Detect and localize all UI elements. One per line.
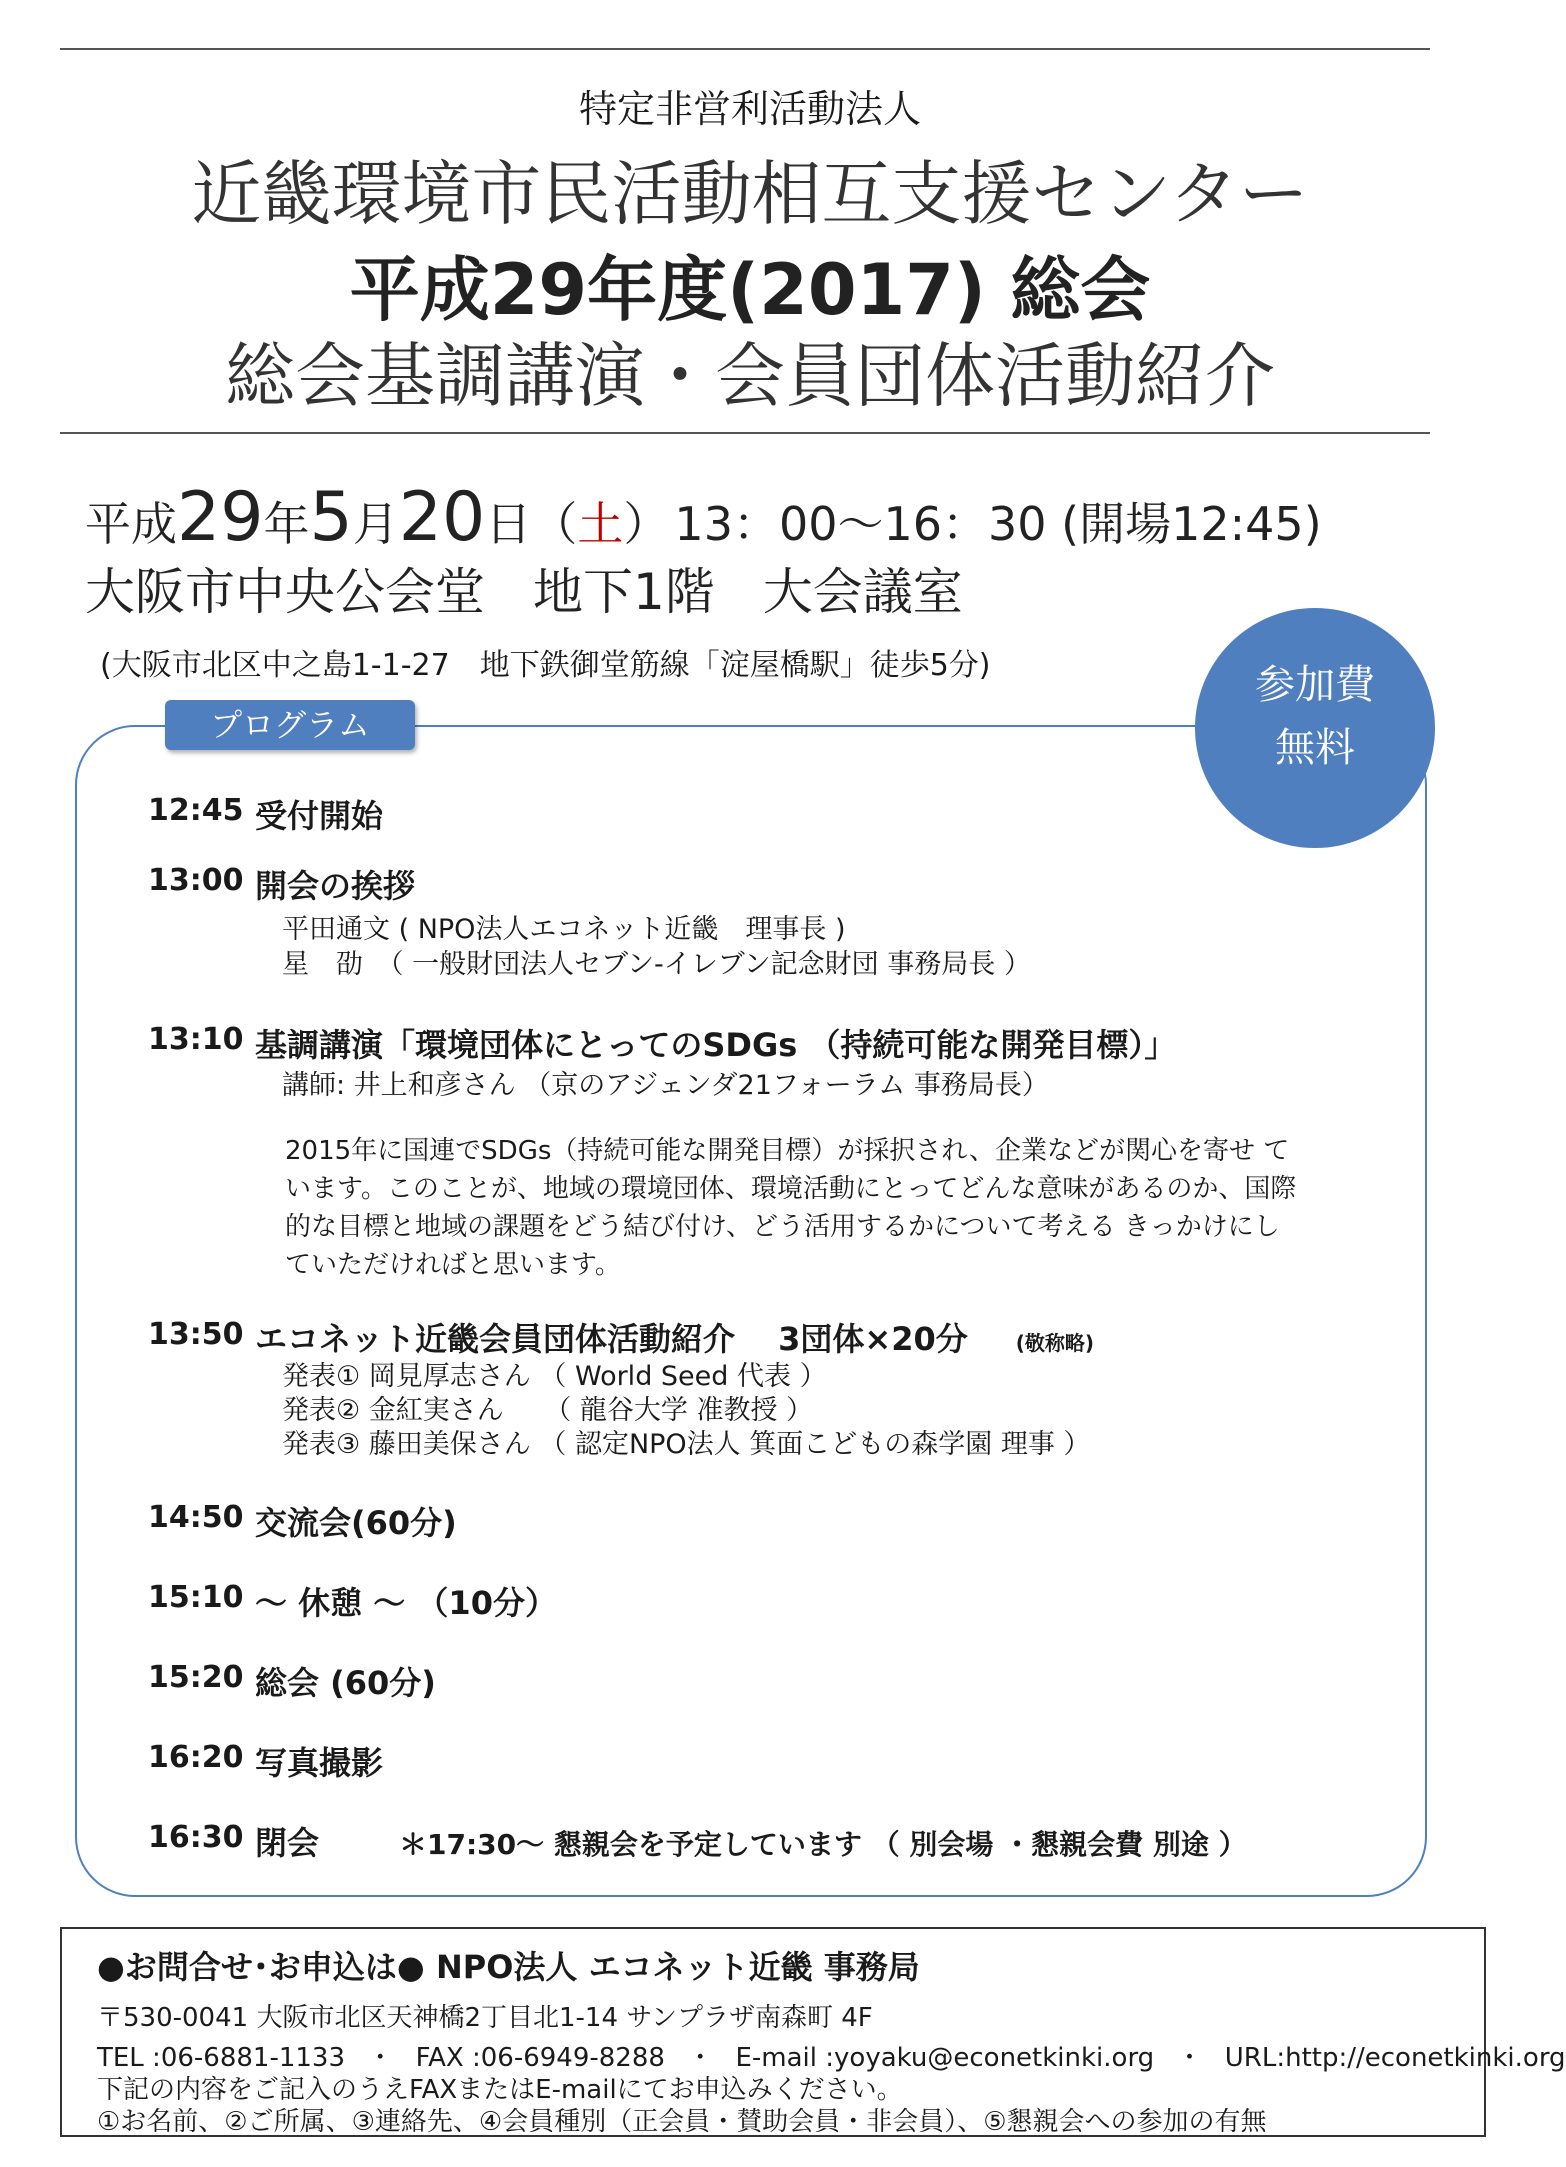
paragraph-line: ていただければと思います。 <box>285 1250 621 1280</box>
event-year: 平成29年度(2017) 総会 <box>349 249 1151 331</box>
program-time: 13:50 <box>148 1317 244 1352</box>
fee-label: 参加費 <box>1255 662 1375 708</box>
keynote-description <box>285 1132 1365 1284</box>
program-time: 13:00 <box>148 863 244 898</box>
fee-badge <box>1195 608 1435 848</box>
separator: ・ <box>687 2043 714 2073</box>
program-title: 開会の挨拶 <box>255 867 416 905</box>
contact-fax: FAX :06-6949-8288 <box>415 2043 665 2073</box>
program-detail: 発表② 金紅実さん （ 龍谷大学 准教授 ） <box>282 1395 814 1426</box>
program-title: 総会 (60分) <box>255 1664 436 1702</box>
reception-note: ＊17:30～ 懇親会を予定しています （ 別会場 ・懇親会費 別途 ） <box>399 1828 1247 1861</box>
program-detail: 星 劭 （ 一般財団法人セブン-イレブン記念財団 事務局長 ） <box>282 949 1031 980</box>
program-time: 13:10 <box>148 1022 244 1057</box>
date-day-unit: 日 <box>485 497 532 551</box>
program-title: 交流会(60分) <box>255 1504 457 1542</box>
separator: ・ <box>1176 2043 1203 2073</box>
date-year-unit: 年 <box>263 497 310 551</box>
program-time: 15:20 <box>148 1660 244 1695</box>
date-month: 5 <box>309 478 353 557</box>
weekday-close: ） <box>623 497 670 551</box>
program-time: 14:50 <box>148 1500 244 1535</box>
fee-value: 無料 <box>1275 725 1355 771</box>
application-fields: ①お名前、②ご所属、③連絡先、④会員種別（正会員・賛助会員・非会員）、⑤懇親会への参加の有無 <box>97 2107 1267 2137</box>
org-type: 特定非営利活動法人 <box>578 87 921 131</box>
event-date <box>85 478 1322 557</box>
program-time: 15:10 <box>148 1580 244 1615</box>
program-title-text: 閉会 <box>255 1824 320 1862</box>
venue-building: 大阪市中央公会堂 <box>85 563 485 621</box>
top-rule <box>60 48 1430 50</box>
paragraph-line: 2015年に国連でSDGs（持続可能な開発目標）が採択され、企業などが関心を寄せ て <box>285 1136 1290 1166</box>
program-title: 基調講演「環境団体にとってのSDGs （持続可能な開発目標）」 <box>255 1026 1177 1064</box>
program-detail: 平田通文 ( NPO法人エコネット近畿 理事長 ) <box>282 914 846 945</box>
contact-url[interactable]: URL:http://econetkinki.org <box>1224 2043 1566 2073</box>
program-time: 16:30 <box>148 1820 244 1855</box>
application-instruction: 下記の内容をご記入のうえFAXまたはE-mailにてお申込みください。 <box>97 2075 903 2105</box>
program-title <box>255 1818 1247 1864</box>
date-weekday: 土 <box>577 497 624 551</box>
date-era: 平成 <box>85 497 177 551</box>
program-title: 受付開始 <box>255 797 384 835</box>
event-time: 13：00～16：30 (開場12:45) <box>674 497 1322 551</box>
contact-address: 〒530-0041 大阪市北区天神橋2丁目北1-14 サンプラザ南森町 4F <box>97 2003 873 2033</box>
paragraph-line: います。このことが、地域の環境団体、環境活動にとってどんな意味があるのか、国際 <box>285 1174 1297 1204</box>
program-detail: 講師: 井上和彦さん （京のアジェンダ21フォーラム 事務局長） <box>282 1070 1049 1101</box>
contact-title: ●お問合せ･お申込は● NPO法人 エコネット近畿 事務局 <box>97 1948 920 1986</box>
separator: ・ <box>367 2043 394 2073</box>
date-month-unit: 月 <box>352 497 399 551</box>
date-year: 29 <box>177 478 264 557</box>
paragraph-line: 的な目標と地域の課題をどう結び付け、どう活用するかについて考える きっかけにし <box>285 1212 1280 1242</box>
program-tab: プログラム <box>165 700 415 750</box>
event-subtitle: 総会基調講演・会員団体活動紹介 <box>225 335 1275 417</box>
header-rule <box>60 432 1430 434</box>
org-name: 近畿環境市民活動相互支援センター <box>191 153 1309 235</box>
venue-address: (大阪市北区中之島1-1-27 地下鉄御堂筋線「淀屋橋駅」徒歩5分) <box>100 648 991 683</box>
weekday-open: （ <box>531 497 578 551</box>
program-title: 写真撮影 <box>255 1744 384 1782</box>
venue <box>85 552 963 624</box>
program-title-text: エコネット近畿会員団体活動紹介 3団体×20分 <box>255 1320 968 1358</box>
contact-email[interactable]: E-mail :yoyaku@econetkinki.org <box>735 2043 1155 2073</box>
contact-box <box>60 1927 1566 2137</box>
program-detail: 発表① 岡見厚志さん （ World Seed 代表 ） <box>282 1361 827 1392</box>
venue-room: 大会議室 <box>762 563 963 621</box>
program-title: ～ 休憩 ～ （10分） <box>255 1584 557 1622</box>
program-detail: 発表③ 藤田美保さん （ 認定NPO法人 箕面こどもの森学園 理事 ） <box>282 1429 1091 1460</box>
program-time: 12:45 <box>148 793 244 828</box>
honorific-note: (敬称略) <box>1015 1331 1095 1355</box>
date-day: 20 <box>398 478 486 557</box>
program-time: 16:20 <box>148 1740 244 1775</box>
contact-tel: TEL :06-6881-1133 <box>97 2043 346 2073</box>
venue-floor: 地下1階 <box>533 563 715 621</box>
